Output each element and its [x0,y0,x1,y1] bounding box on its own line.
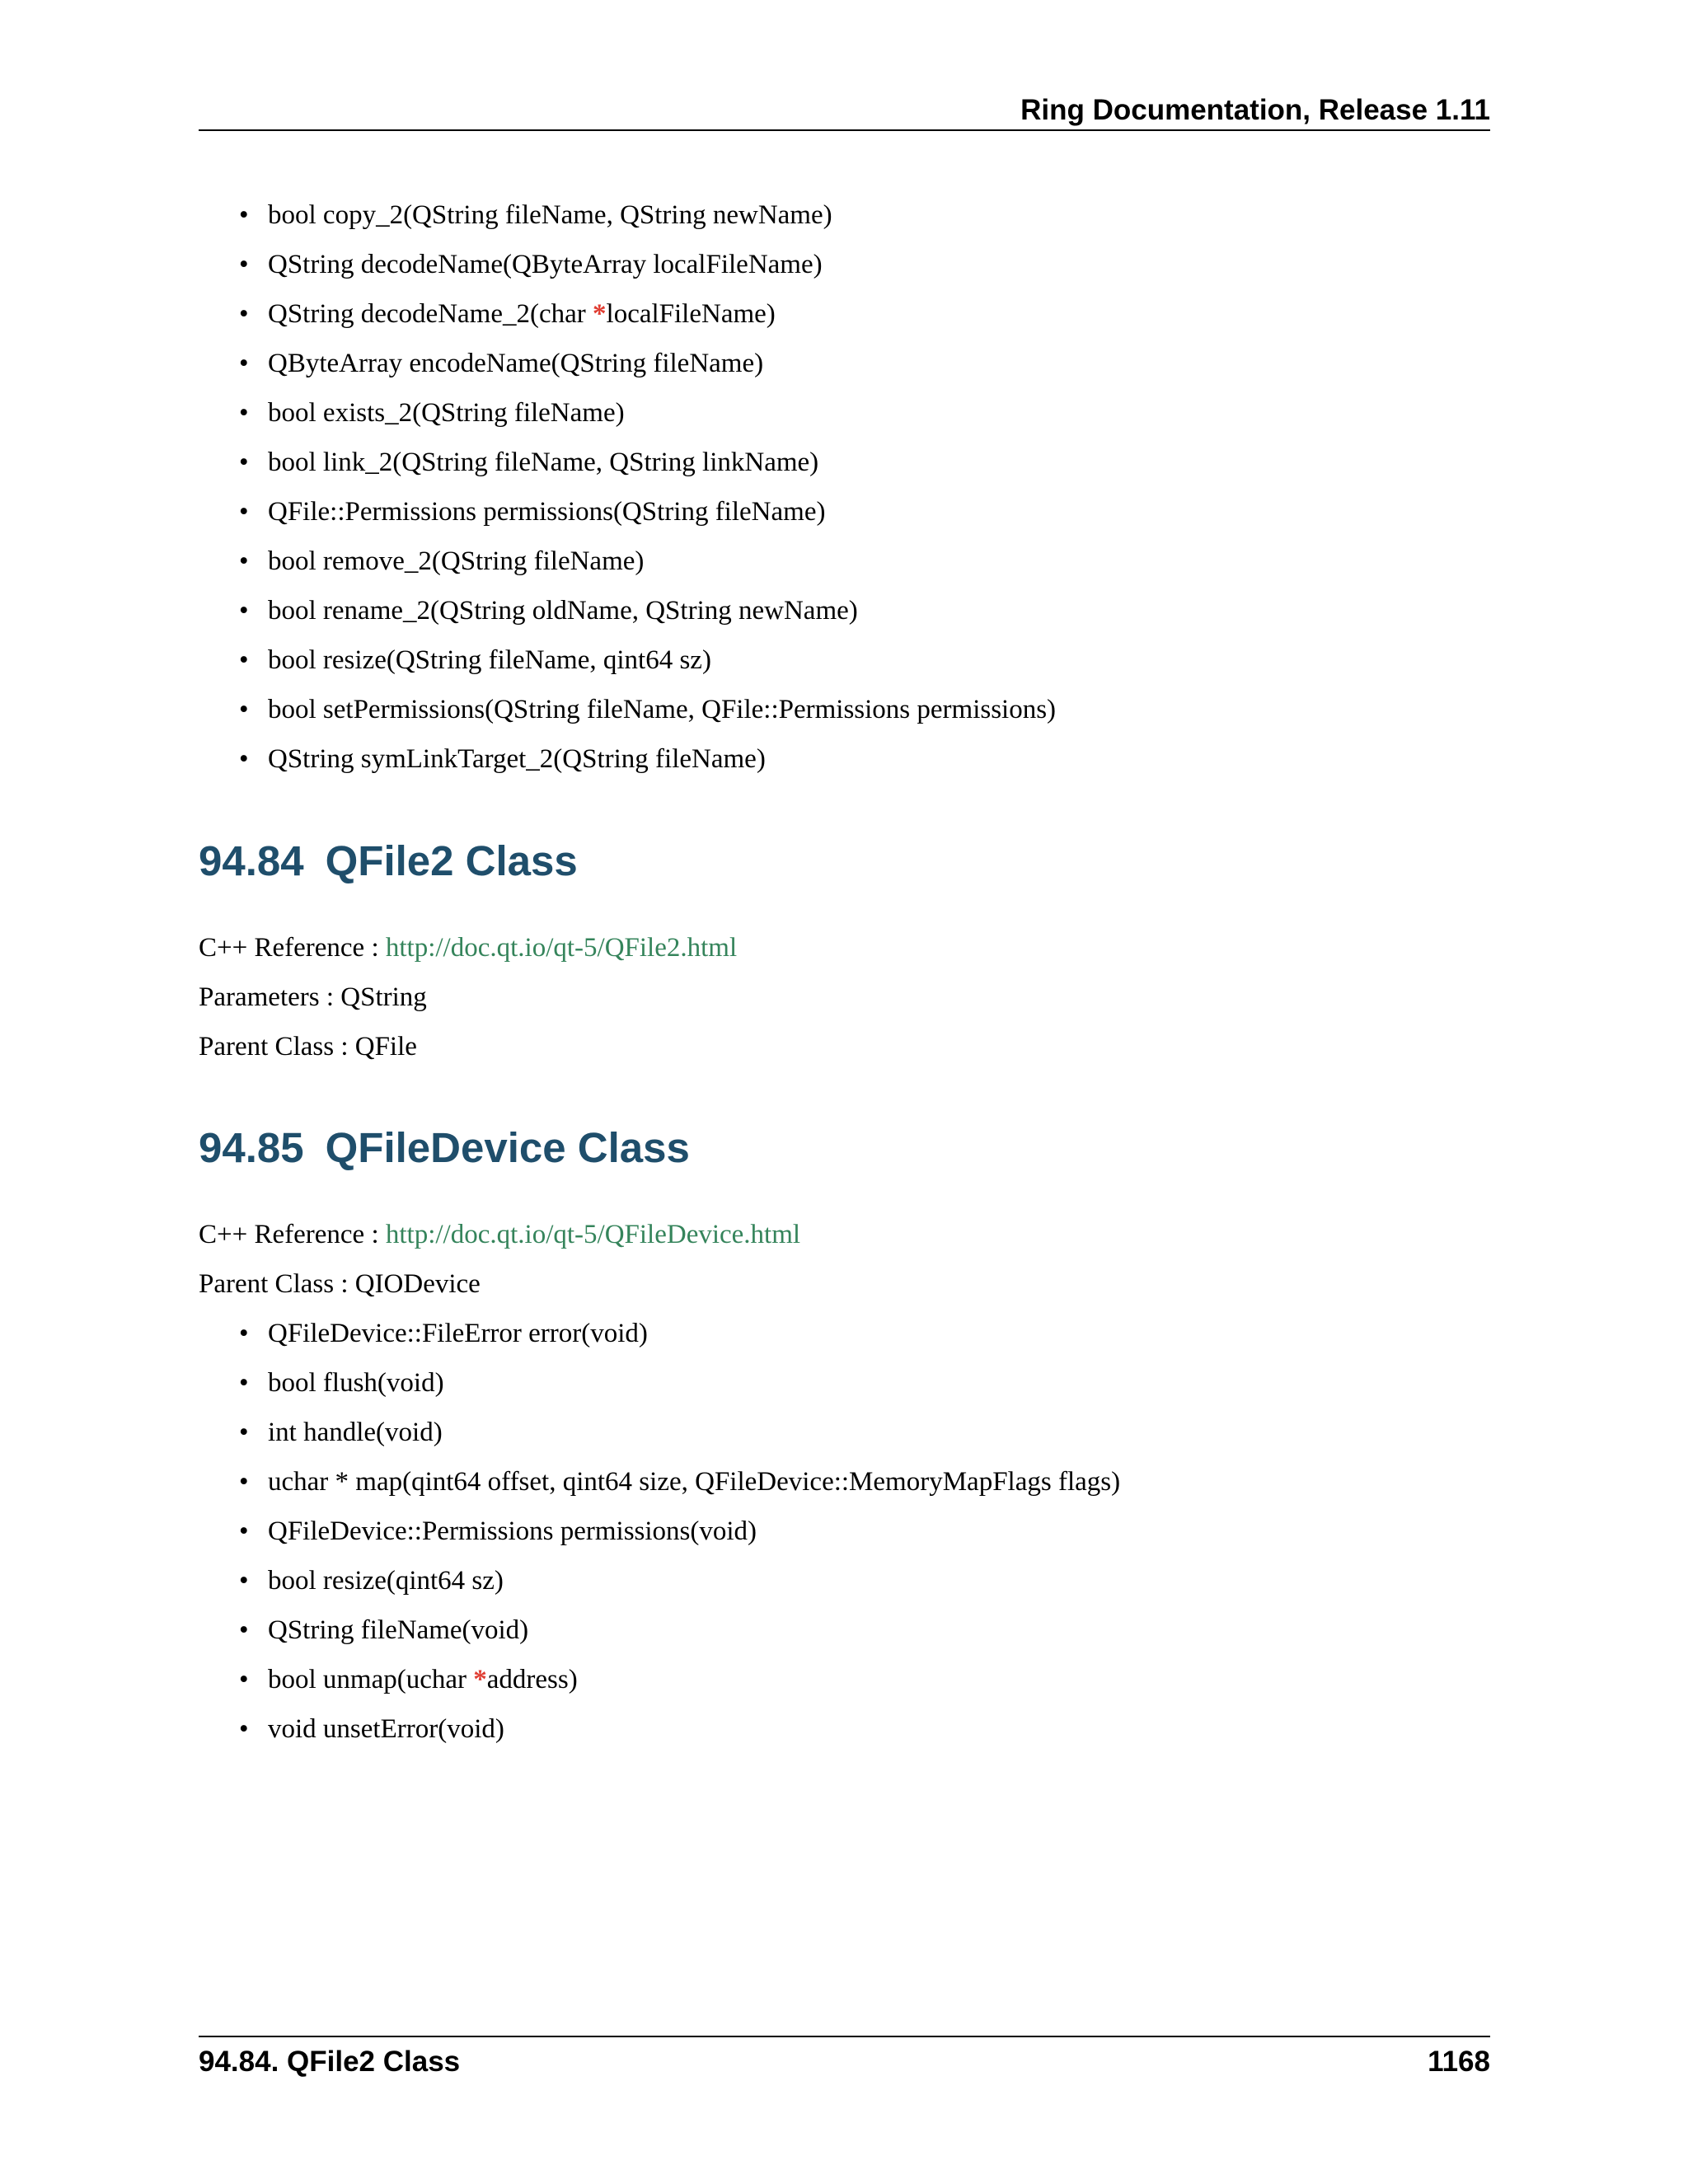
list-item: • bool resize(QString fileName, qint64 sz) [239,641,1056,691]
section-number: 94.85 [199,1124,304,1171]
bullet-icon: • [239,1714,249,1744]
bullet-icon: • [239,349,249,378]
list-item: • QFileDevice::FileError error(void) [239,1315,1120,1364]
list-item: • QFileDevice::Permissions permissions(void) [239,1512,1120,1562]
bullet-icon: • [239,1418,249,1447]
bullet-icon: • [239,497,249,527]
bullet-icon: • [239,596,249,626]
page-header [199,92,1490,131]
list-item: • bool unmap(uchar *address) [239,1661,1120,1710]
list-item: • uchar * map(qint64 offset, qint64 size, QFileDevice::MemoryMapFlags flags) [239,1463,1120,1512]
bullet-icon: • [239,1319,249,1348]
footer-section-label: 94.84. QFile2 Class [199,2046,461,2078]
list-item: • bool resize(qint64 sz) [239,1562,1120,1611]
parent-class-qfile2: Parent Class : QFile [199,1032,417,1062]
page-footer [199,2036,1490,2078]
list-item: • int handle(void) [239,1413,1120,1463]
list-item: • bool rename_2(QString oldName, QString newName) [239,592,1056,641]
list-item: • QString symLinkTarget_2(QString fileName) [239,740,1056,790]
qfiledevice-method-list [239,1315,1120,1760]
bullet-icon: • [239,398,249,428]
list-item: • bool exists_2(QString fileName) [239,394,1056,443]
list-item: • bool setPermissions(QString fileName, QFile::Permissions permissions) [239,691,1056,740]
page-number: 1168 [1428,2046,1490,2078]
section-number: 94.84 [199,837,304,884]
document-title: Ring Documentation, Release 1.11 [1020,94,1490,126]
section-heading-qfiledevice [199,1123,690,1173]
bullet-icon: • [239,200,249,230]
bullet-icon: • [239,1467,249,1497]
parameters-qfile2: Parameters : QString [199,982,427,1012]
list-item: • QByteArray encodeName(QString fileName) [239,344,1056,394]
pointer-asterisk: * [593,299,607,329]
list-item: • bool copy_2(QString fileName, QString newName) [239,196,1056,246]
bullet-icon: • [239,1516,249,1546]
section-title: QFileDevice Class [325,1124,690,1171]
bullet-icon: • [239,695,249,724]
cpp-reference-qfile2: C++ Reference : http://doc.qt.io/qt-5/QFile2.html [199,933,738,963]
bullet-icon: • [239,1566,249,1596]
section-heading-qfile2 [199,837,578,886]
cpp-reference-link[interactable]: http://doc.qt.io/qt-5/QFileDevice.html [385,1220,801,1249]
pointer-asterisk: * [473,1665,487,1694]
bullet-icon: • [239,1665,249,1694]
parent-class-qfiledevice: Parent Class : QIODevice [199,1269,481,1299]
list-item: • bool flush(void) [239,1364,1120,1413]
bullet-icon: • [239,645,249,675]
bullet-icon: • [239,299,249,329]
qfile-method-list [239,196,1056,790]
bullet-icon: • [239,250,249,279]
list-item: • bool link_2(QString fileName, QString linkName) [239,443,1056,493]
cpp-reference-qfiledevice: C++ Reference : http://doc.qt.io/qt-5/QFileDevice.html [199,1220,801,1249]
list-item: • QString decodeName(QByteArray localFileName) [239,246,1056,295]
bullet-icon: • [239,1368,249,1398]
list-item: • QString decodeName_2(char *localFileName) [239,295,1056,344]
list-item: • QFile::Permissions permissions(QString fileName) [239,493,1056,542]
section-title: QFile2 Class [325,837,578,884]
bullet-icon: • [239,744,249,774]
bullet-icon: • [239,1615,249,1645]
list-item: • bool remove_2(QString fileName) [239,542,1056,592]
cpp-reference-link[interactable]: http://doc.qt.io/qt-5/QFile2.html [385,933,738,963]
list-item: • void unsetError(void) [239,1710,1120,1760]
bullet-icon: • [239,448,249,477]
list-item: • QString fileName(void) [239,1611,1120,1661]
bullet-icon: • [239,546,249,576]
